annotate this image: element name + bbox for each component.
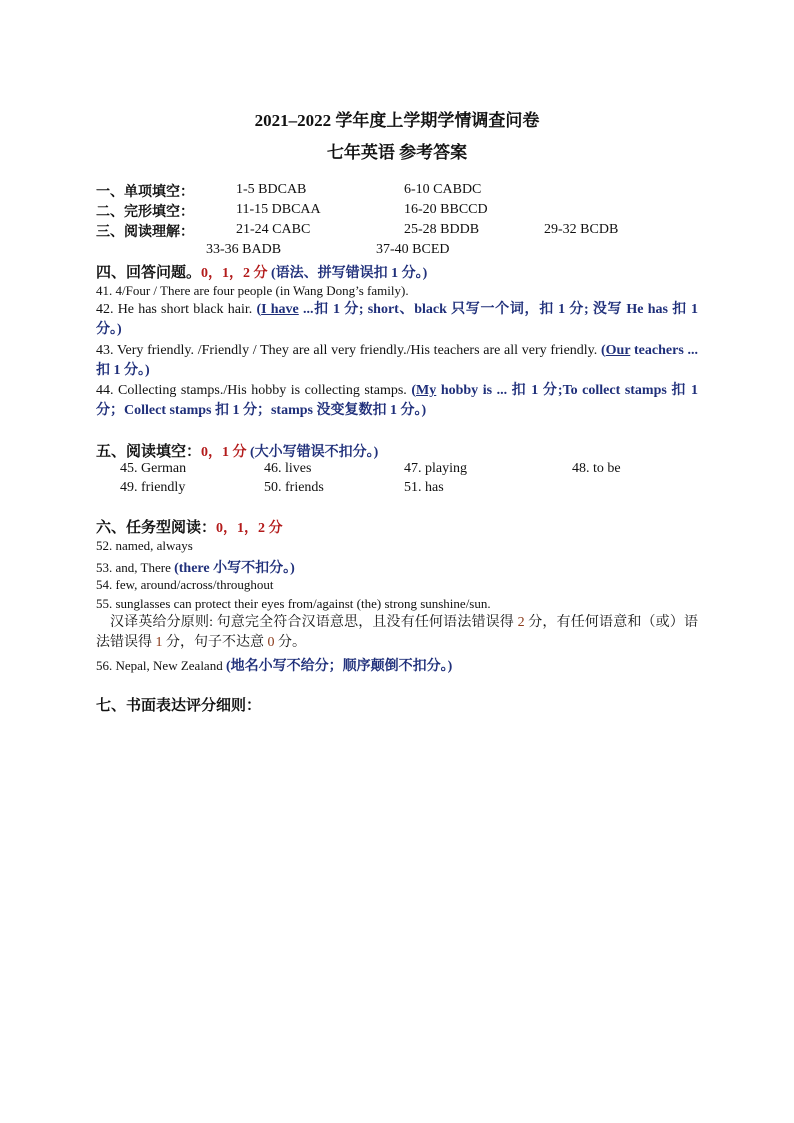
rule-part-2: 分，有任何语意和（或）语法错误得 bbox=[96, 615, 698, 650]
answer-42 bbox=[96, 300, 698, 340]
answer-49: 49. friendly bbox=[120, 480, 186, 495]
rule-value-2: 1 bbox=[155, 635, 163, 650]
answer-55: 55. sunglasses can protect their eyes from/against (the) strong sunshine/sun. bbox=[96, 596, 491, 611]
answer-56-text: 56. Nepal, New Zealand bbox=[96, 658, 226, 673]
answer-45: 45. German bbox=[120, 461, 187, 476]
answer-42-note: ...扣 1 分; short、black 只写一个词，扣 1 分; 没写 He has 扣 1 分。) bbox=[96, 302, 698, 337]
answers-11-15: 11-15 DBCAA bbox=[236, 202, 321, 217]
answer-42-note-underlined: I have bbox=[261, 302, 299, 317]
answer-56-note: (地名小写不给分；顺序颠倒不扣分。) bbox=[225, 659, 453, 674]
section-7-label: 七、书面表达评分细则： bbox=[96, 698, 262, 714]
answer-53-text: 53. and, There bbox=[96, 560, 175, 575]
document-title: 2021–2022 学年度上学期学情调查问卷 bbox=[254, 111, 540, 130]
rule-part-1: 汉译英给分原则: 句意完全符合汉语意思，且没有任何语法错误得 bbox=[110, 615, 518, 630]
section-5-note: (大小写错误不扣分。) bbox=[246, 445, 379, 460]
answer-44-text: 44. Collecting stamps./His hobby is collecting stamps. bbox=[96, 383, 412, 398]
translation-scoring-rule bbox=[96, 613, 698, 653]
answer-47: 47. playing bbox=[404, 461, 467, 476]
section-3-label: 三、阅读理解： bbox=[96, 225, 194, 240]
answer-53 bbox=[96, 557, 698, 577]
answer-53-note: (there 小写不扣分。) bbox=[174, 561, 295, 576]
answers-33-36: 33-36 BADB bbox=[206, 242, 282, 257]
rule-value-3: 0 bbox=[267, 635, 275, 650]
answer-50: 50. friends bbox=[264, 480, 324, 495]
section-5-score: 0，1 分 bbox=[201, 445, 247, 460]
answer-43-note-underlined: Our bbox=[605, 343, 631, 358]
answer-43-note: teachers ... 扣 1 分。) bbox=[96, 343, 698, 378]
section-7-heading bbox=[96, 694, 698, 715]
section-5-heading bbox=[96, 440, 698, 461]
answer-46: 46. lives bbox=[264, 461, 312, 476]
section-1-label: 一、单项填空： bbox=[96, 185, 194, 200]
answers-1-5: 1-5 BDCAB bbox=[236, 182, 307, 197]
answer-42-note-open: ( bbox=[256, 302, 262, 317]
answer-43-text: 43. Very friendly. /Friendly / They are all very friendly./His teachers are all very friendly. bbox=[96, 343, 601, 358]
answers-25-28: 25-28 BDDB bbox=[404, 222, 480, 237]
answers-6-10: 6-10 CABDC bbox=[404, 182, 482, 197]
rule-part-3: 分，句子不达意 bbox=[162, 635, 268, 650]
answer-48: 48. to be bbox=[572, 461, 621, 476]
section-6-label: 六、任务型阅读： bbox=[96, 520, 217, 536]
answer-52: 52. named, always bbox=[96, 538, 193, 553]
answer-54: 54. few, around/across/throughout bbox=[96, 577, 274, 592]
answer-51: 51. has bbox=[404, 480, 444, 495]
section-4-note: (语法、拼写错误扣 1 分。) bbox=[267, 266, 428, 281]
answer-56 bbox=[96, 655, 698, 675]
document-subtitle: 七年英语 参考答案 bbox=[326, 143, 468, 162]
answers-21-24: 21-24 CABC bbox=[236, 222, 311, 237]
answer-44 bbox=[96, 381, 698, 421]
answer-42-text: 42. He has short black hair. bbox=[96, 302, 257, 317]
rule-value-1: 2 bbox=[517, 615, 525, 630]
section-4-heading bbox=[96, 261, 698, 282]
section-4-label: 四、回答问题。 bbox=[96, 265, 202, 281]
answer-43 bbox=[96, 341, 698, 381]
section-5-label: 五、阅读填空： bbox=[96, 444, 202, 460]
answers-29-32: 29-32 BCDB bbox=[544, 222, 619, 237]
answer-44-note: hobby is ... 扣 1 分;To collect stamps 扣 1 分；Collect stamps 扣 1 分；stamps 没变复数扣 1 分。) bbox=[96, 383, 698, 418]
answers-16-20: 16-20 BBCCD bbox=[404, 202, 488, 217]
answers-37-40: 37-40 BCED bbox=[376, 242, 450, 257]
answer-44-note-open: ( bbox=[411, 383, 417, 398]
section-6-heading bbox=[96, 516, 698, 537]
section-6-score: 0，1，2 分 bbox=[216, 521, 283, 536]
answer-44-note-underlined: My bbox=[416, 383, 437, 398]
section-2-label: 二、完形填空： bbox=[96, 205, 194, 220]
section-4-score: 0，1，2 分 bbox=[201, 266, 268, 281]
answer-43-note-open: ( bbox=[600, 343, 606, 358]
rule-part-4: 分。 bbox=[274, 635, 306, 650]
answer-41: 41. 4/Four / There are four people (in Wang Dong’s family). bbox=[96, 283, 409, 298]
